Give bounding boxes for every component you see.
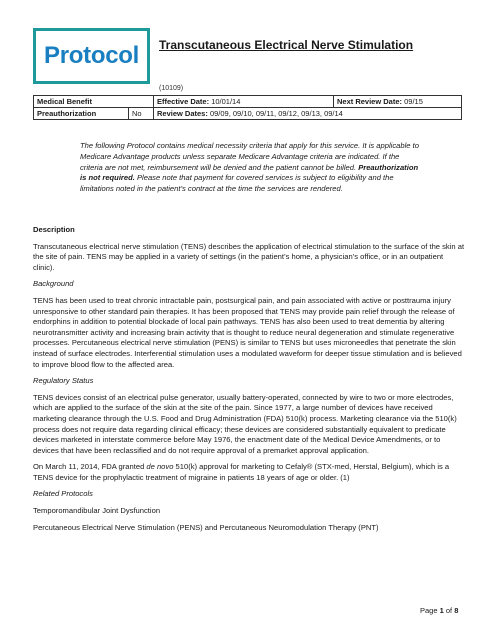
intro-strong: Preauthorization is not required. (80, 162, 419, 183)
meta-row-1 (34, 96, 462, 108)
related-protocol-link-1[interactable]: Temporomandibular Joint Dysfunction (33, 506, 161, 516)
protocol-code: (10109) (159, 85, 184, 92)
regulatory-heading: Regulatory Status (33, 376, 94, 386)
intro-text-2: Please note that payment for covered services is subject to eligibility and the limitations noted in the patient’s contract at the time the services are rendered. (80, 173, 394, 194)
review-dates-cell (154, 108, 462, 120)
review-dates-label: Review Dates: (157, 109, 208, 118)
page-label: Page (420, 606, 438, 615)
document-title: Transcutaneous Electrical Nerve Stimulation (159, 38, 414, 52)
effective-date-value: 10/01/14 (211, 97, 241, 106)
regulatory-p2-b: 510(k) approval for marketing to Cefaly® (STX-med, Herstal, Belgium), which is a TENS device for the prophylactic treatment of migraine in patients 18 years of age or older. (1) (33, 462, 450, 482)
regulatory-paragraph-2 (33, 462, 465, 483)
regulatory-paragraph-1: TENS devices consist of an electrical pulse generator, usually battery-operated, connected by wire to two or more electrodes, which are applied to the surface of the skin at the site of the pain. Since 1977, a large number of devices have received marketing clearance through the U.S. Food and Drug Administration (FDA) 510(k) process. Marketing clearance via the 510(k) process does not require data regarding clinical efficacy; these devices are considered substantially equivalent to predicate devices marketed in interstate commerce before May 1976, the enactment date of the Medical Device Amendments, or to devices that have been reclassified and do not require approval of a premarket approval application. (33, 392, 457, 455)
effective-date-label: Effective Date: (157, 97, 210, 106)
medical-benefit-cell: Medical Benefit (34, 96, 154, 108)
page-number: 1 (439, 606, 444, 615)
preauth-cell: Preauthorization (34, 108, 129, 120)
next-review-label: Next Review Date: (337, 97, 403, 106)
next-review-value: 09/15 (404, 97, 423, 106)
background-paragraph: TENS has been used to treat chronic intractable pain, postsurgical pain, and pain associated with active or posttrauma injury unresponsive to other standard pain therapies. It has been proposed that TENS may provide pain relief through the release of endorphins in addition to potential blockade of local pain pathways. TENS has also been used to treat dementia by altering neurotransmitter activity and increasing brain activity that is thought to reduce neural degeneration and stimulate regenerative processes. Percutaneous electrical nerve stimulation (PENS) is similar to TENS but uses microneedles that penetrate the skin instead of surface electrodes. Interferential stimulation uses a modulated waveform for deeper tissue stimulation and is believed to improve blood flow to the affected area. (33, 295, 462, 369)
regulatory-p2-a: On March 11, 2014, FDA granted (33, 462, 147, 472)
description-paragraph: Transcutaneous electrical nerve stimulation (TENS) describes the application of electrical stimulation to the surface of the skin at the site of pain. TENS may be applied in a variety of settings (in the patient’s home, a physician’s office, or in an outpatient clinic). (33, 241, 465, 272)
logo-text: Protocol (44, 42, 139, 69)
related-protocol-link-2[interactable]: Percutaneous Electrical Nerve Stimulation (PENS) and Percutaneous Neuromodulation Therapy (PNT) (33, 522, 379, 532)
preauth-value-cell: No (129, 108, 154, 120)
protocol-content (33, 225, 465, 539)
regulatory-p2-italic: de novo (146, 462, 174, 472)
protocol-meta-table (33, 95, 462, 120)
background-heading: Background (33, 279, 74, 289)
protocol-logo (33, 28, 150, 84)
review-dates-value: 09/09, 09/10, 09/11, 09/12, 09/13, 09/14 (209, 109, 343, 118)
intro-text-1: The following Protocol contains medical necessity criteria that apply for this service. It is applicable to Medicare Advantage products unless separate Medicare Advantage criteria are indicated. If the criteria are not met, reimbursement will be denied and the patient cannot be billed. (80, 141, 419, 172)
next-review-cell (334, 96, 462, 108)
page-total: 8 (454, 606, 459, 615)
intro-paragraph (80, 141, 420, 195)
related-protocols-heading: Related Protocols (33, 489, 93, 499)
effective-date-cell (154, 96, 334, 108)
page-footer (420, 606, 458, 615)
description-heading: Description (33, 225, 75, 234)
meta-row-2 (34, 108, 462, 120)
page-of-label: of (445, 606, 453, 615)
